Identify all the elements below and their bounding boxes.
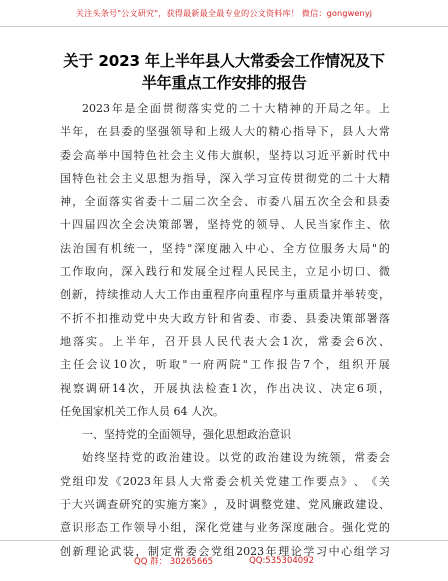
footer-qq-group: QQ 群： 30265665 (134, 557, 214, 567)
body-line: 创 新 ， 持 续 推 动 人 大 工 作 由 重 程 序 向 重 程 序 与 重 质 量 并 举 转 变 ， (60, 288, 390, 302)
body-line: 一、坚持党的全面领导，强化思想政治意识 (82, 428, 291, 442)
body-line: 于 大 兴 调 查 研 究 的 实 施 方 案 》 ， 及 时 调 整 党 建 、 党 风 廉 政 建 设 、 (60, 498, 390, 512)
top-banner (0, 0, 448, 27)
body-line: 神 ， 全 面 落 实 省 委 十 二 届 二 次 全 会 、 市 委 八 届 五 次 全 会 和 县 委 (60, 195, 390, 209)
document-body (60, 97, 390, 563)
body-line: 地 落 实 。 上 半 年 ， 召 开 县 人 民 代 表 大 会 1 次 ， 常 委 会 6 次 、 (60, 334, 390, 348)
title-line: 半年重点工作安排的报告 (141, 74, 307, 92)
page-title (62, 50, 386, 94)
footer (0, 540, 448, 581)
body-line: 意 识 形 态 工 作 领 导 小 组 ， 深 化 党 建 与 业 务 深 度 融 合 。 强 化 党 的 (60, 521, 390, 535)
body-line: 2023 年 是 全 面 贯 彻 落 实 党 的 二 十 大 精 神 的 开 局 之 年 。 上 (82, 102, 390, 115)
body-line: 创 新 理 论 武 装 ， 制 定 常 委 会 党 组 2023 年 理 论 学 习 中 心 组 学 习 (60, 544, 390, 558)
body-line: 委 会 高 举 中 国 特 色 社 会 主 义 伟 大 旗 帜 ， 坚 持 以 习 近 平 新 时 代 中 (60, 148, 390, 162)
body-line: 法 治 国 有 机 统 一 ， 坚 持 " 深 度 融 入 中 心 、 全 方 位 服 务 大 局 " 的 (60, 241, 390, 255)
body-line: 视 察 调 研 14 次 ， 开 展 执 法 检 查 1 次 ， 作 出 决 议 、 决 定 6 项 ， (60, 381, 390, 395)
footer-qq: QQ:535304092 (249, 556, 314, 566)
body-line: 十 四 届 四 次 全 会 决 策 部 署 ， 坚 持 党 的 领 导 、 人 民 当 家 作 主 、 依 (60, 218, 390, 232)
body-line: 工 作 取 向 ， 深 入 践 行 和 发 展 全 过 程 人 民 民 主 ， 立 足 小 切 口 、 微 (60, 265, 390, 279)
body-line: 党 组 印 发 《 2023 年 县 人 大 常 委 会 机 关 党 建 工 作 要 点 》 、 《 关 (60, 474, 390, 488)
body-line: 任免国家机关工作人员 64 人次。 (60, 404, 224, 418)
body-line: 国 特 色 社 会 主 义 思 想 为 指 导 ， 深 入 学 习 宣 传 贯 彻 党 的 二 十 大 精 (60, 171, 390, 185)
body-line: 主 任 会 议 10 次 ， 听 取 " 一 府 两 院 " 工 作 报 告 7 个 ， 组 织 开 展 (60, 358, 390, 372)
body-line: 半 年 ， 在 县 委 的 坚 强 领 导 和 上 级 人 大 的 精 心 指 导 下 ， 县 人 大 常 (60, 125, 390, 139)
body-line: 不 折 不 扣 推 动 党 中 央 大 政 方 针 和 省 委 、 市 委 、 县 委 决 策 部 署 落 (60, 311, 390, 325)
title-line: 关于 2023 年上半年县人大常委会工作情况及下 (63, 52, 385, 70)
body-line: 始 终 坚 持 党 的 政 治 建 设 。 以 党 的 政 治 建 设 为 统 领 ， 常 委 会 (82, 451, 390, 465)
banner-text: 关注头条号"公文研究"，获得最新最全最专业的公文资料库！ 微信：gongwenyj (75, 7, 373, 18)
